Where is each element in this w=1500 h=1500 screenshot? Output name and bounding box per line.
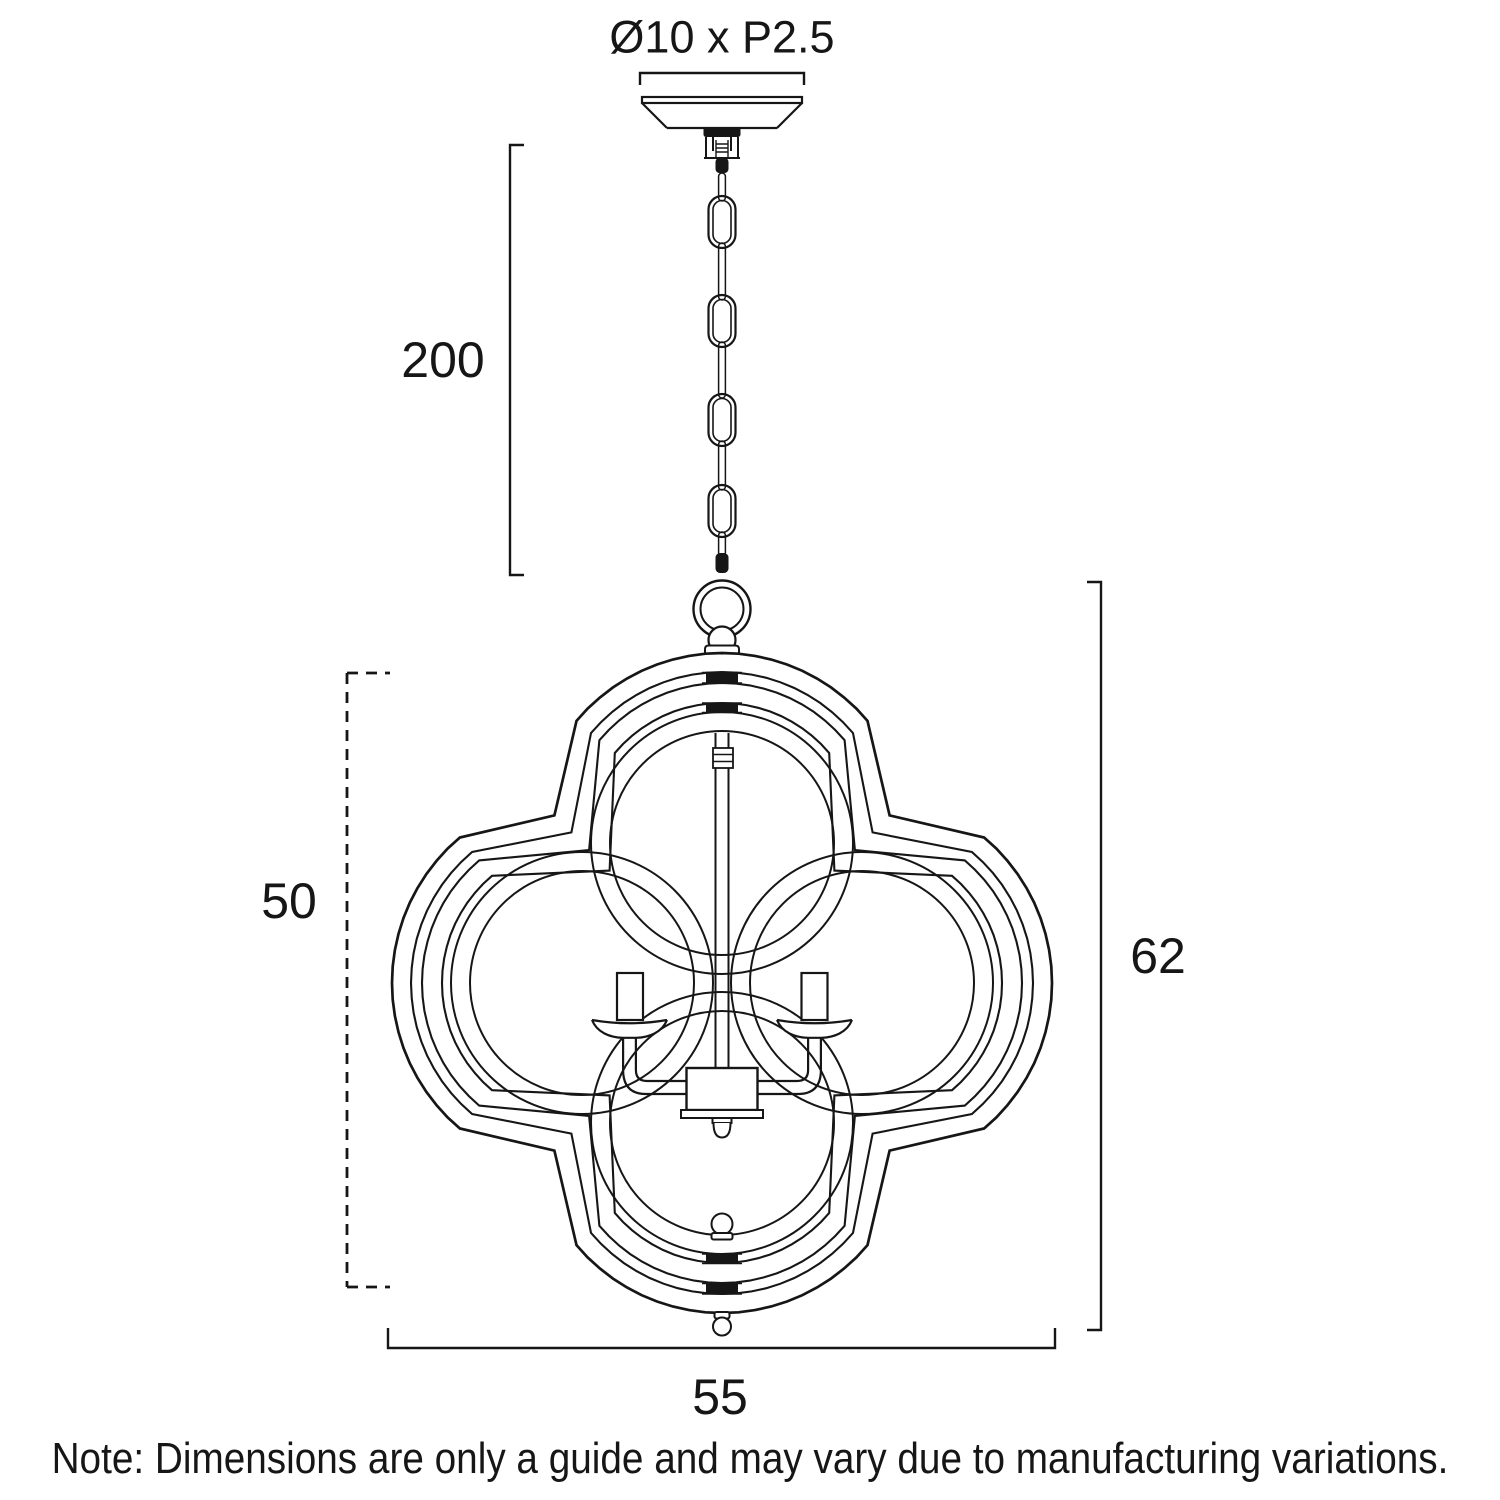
candle-saucers <box>592 1020 852 1038</box>
right-candle-tube <box>802 973 828 1020</box>
ring-spacer-2 <box>706 703 738 713</box>
loop-inner <box>701 588 744 631</box>
dimensions-note: Note: Dimensions are only a guide and may vary due to manufacturing variations. <box>51 1434 1449 1483</box>
ring-spacer-3 <box>706 1254 738 1264</box>
width-dimension-label: 55 <box>692 1369 748 1425</box>
overall-height-dimension-label: 62 <box>1130 928 1186 984</box>
chain-bottom-connector <box>716 553 729 573</box>
right-arm <box>757 1035 821 1094</box>
socket-dimension-label: Ø10 x P2.5 <box>609 11 835 63</box>
lobe-inner-circle-4-1 <box>451 852 713 1114</box>
lobe-inner-circle-4-2 <box>470 871 694 1095</box>
center-stem <box>716 733 729 1068</box>
ring-spacer-1 <box>706 673 738 684</box>
hanger-loop <box>694 581 751 655</box>
overall-height-dimension-bracket <box>1087 582 1101 1330</box>
ring-spacer-4 <box>706 1284 738 1295</box>
hub-bottom-plate <box>681 1110 763 1118</box>
chain-side-link-4 <box>719 441 726 490</box>
frame-height-dashed-bracket <box>347 673 390 1287</box>
chain-link-inner-1 <box>713 201 731 244</box>
canopy-top-rim <box>642 97 802 103</box>
frame-ring-outline-4 <box>442 703 1002 1263</box>
frame-ring-outline-3 <box>422 683 1022 1283</box>
socket-dimension-bracket <box>640 73 804 85</box>
hub-finial-knob <box>713 1118 732 1138</box>
ceiling-canopy <box>642 97 802 173</box>
threaded-rod <box>716 140 728 157</box>
canopy-body <box>642 103 802 128</box>
bottom-finial <box>713 1312 731 1336</box>
chain-link-inner-2 <box>713 300 731 343</box>
hanging-chain <box>709 173 736 556</box>
bottom-inner-ball <box>712 1214 733 1240</box>
center-hub <box>687 1068 758 1110</box>
left-arm <box>623 1035 687 1094</box>
chain-length-dimension-bracket <box>510 145 524 575</box>
lobe-inner-circle-2-2 <box>750 871 974 1095</box>
stem-coupling <box>713 748 733 768</box>
chain-top-connector <box>716 158 729 173</box>
chain-side-link-5 <box>719 532 726 556</box>
chain-link-inner-3 <box>713 399 731 442</box>
chain-side-link-2 <box>719 243 726 300</box>
frame-height-dimension-label: 50 <box>261 873 317 929</box>
chain-length-dimension-label: 200 <box>401 332 485 388</box>
chain-side-link-3 <box>719 342 726 398</box>
chain-link-inner-4 <box>713 490 731 533</box>
inner-fitting <box>592 733 852 1336</box>
canopy-collar <box>704 127 741 137</box>
lobe-inner-circle-2-1 <box>731 852 993 1114</box>
left-candle-tube <box>617 973 643 1020</box>
